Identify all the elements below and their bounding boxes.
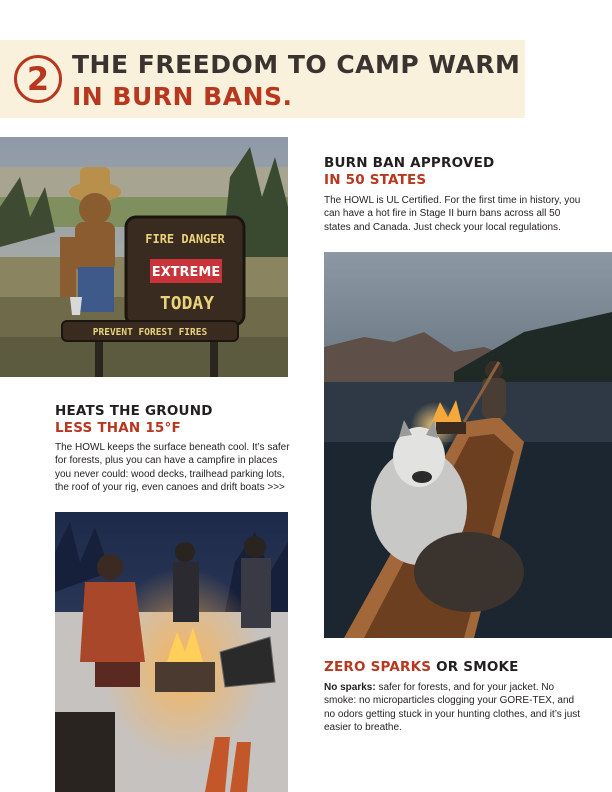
- burn-ban-heading-red: IN 50 STATES: [324, 172, 427, 188]
- zero-sparks-body: [324, 681, 586, 735]
- heats-ground-heading-red: LESS THAN 15°F: [55, 420, 181, 436]
- zero-sparks-heading: [324, 659, 519, 676]
- section-number-badge: 2: [14, 55, 62, 103]
- campfire-snow-photo: [55, 512, 288, 792]
- sign-text-fire-danger: FIRE DANGER: [145, 232, 225, 246]
- heats-ground-heading-dark: HEATS THE GROUND: [55, 403, 213, 419]
- fire-danger-sign-photo: [0, 137, 288, 377]
- zero-sparks-body-text: safer for forests, and for your jacket. No smoke: no microparticles clogging your GORE-TEX, and no odors getting stuck in your hunting clothes, and it’s just easier to breathe.: [324, 682, 581, 734]
- page-title-line2: IN BURN BANS.: [72, 82, 293, 111]
- header-banner: [0, 40, 525, 118]
- zero-sparks-heading-red: ZERO SPARKS: [324, 659, 432, 675]
- zero-sparks-body-lead: No sparks:: [324, 682, 376, 693]
- burn-ban-body: The HOWL is UL Certified. For the first time in history, you can have a hot fire in Stage II burn bans across all 50 states and Canada. Just check your local regulations.: [324, 195, 581, 233]
- sign-text-today: TODAY: [159, 293, 215, 314]
- burn-ban-heading-dark: BURN BAN APPROVED: [324, 155, 495, 171]
- zero-sparks-heading-dark: OR SMOKE: [431, 659, 519, 675]
- burn-ban-heading: [324, 155, 494, 189]
- dog-canoe-photo: [324, 252, 612, 638]
- page-title-line1: THE FREEDOM TO CAMP WARM: [72, 50, 521, 79]
- sign-text-extreme: EXTREME: [151, 265, 221, 280]
- heats-ground-heading: [55, 403, 213, 437]
- heats-ground-body: The HOWL keeps the surface beneath cool. It’s safer for forests, plus you can have a campfire in places you never could: wood decks, trailhead parking lots, the roof of your rig, even canoes and drift boats >>>: [55, 442, 290, 494]
- sign-text-prevent: PREVENT FOREST FIRES: [92, 327, 208, 338]
